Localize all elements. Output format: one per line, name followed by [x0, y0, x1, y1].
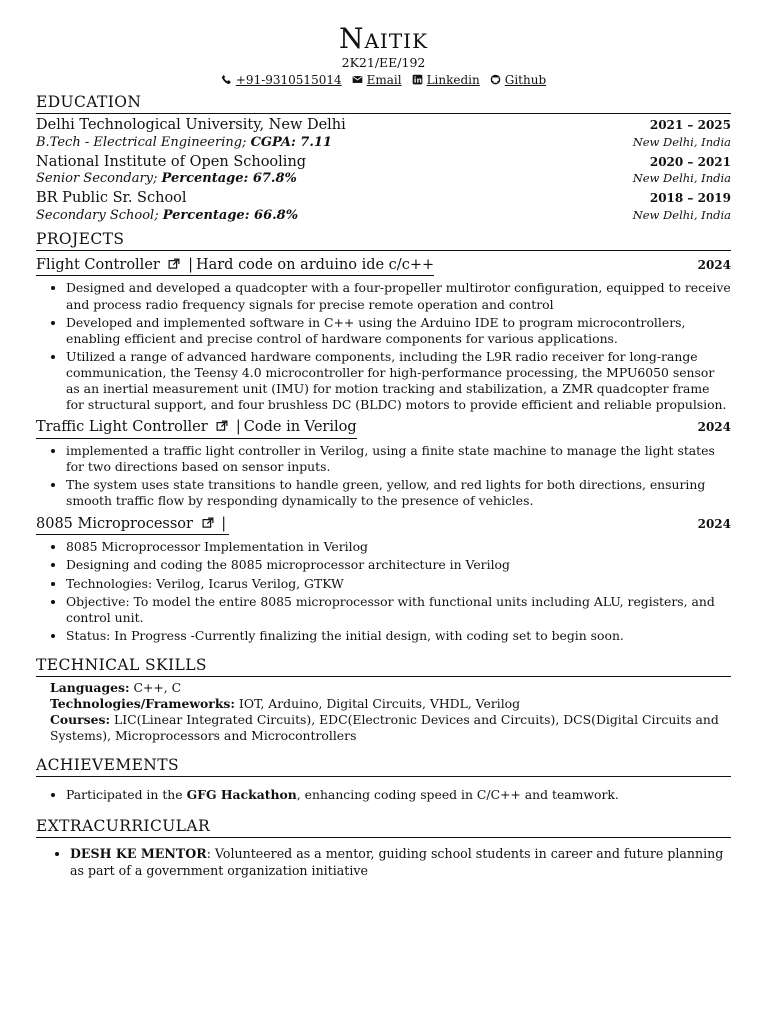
education-location: New Delhi, India — [632, 134, 731, 149]
list-item: • Utilized a range of advanced hardware components, including the L9R radio receiver for long-range communication, the Teensy 4.0 microcontroller for high-performance processing, the MPU6050 sensor as an inertial measurement unit (IMU) for motion tracking and stabilization, a ZMR quadcopter frame for structural support, and four brushless DC (BLDC) motors to provide efficient and reliable propulsion. — [66, 349, 731, 414]
list-item: • 8085 Microprocessor Implementation in Verilog — [66, 539, 731, 555]
score: Percentage: 66.8% — [162, 207, 299, 223]
list-item: • Designed and developed a quadcopter with a four-propeller multirotor configuration, equipped to receive and process radio frequency signals for precise remote operation and control — [66, 280, 731, 312]
skills-frameworks-label: Technologies/Frameworks: — [50, 696, 235, 712]
education-entry — [36, 117, 731, 151]
skills-courses-value: LIC(Linear Integrated Circuits), EDC(Electronic Devices and Circuits), DCS(Digital Circuits and Systems), Microprocessors and Microcontrollers — [50, 712, 719, 744]
project-entry — [36, 419, 731, 509]
linkedin-link[interactable]: Linkedin — [426, 72, 480, 87]
roll-number: 2K21/EE/192 — [341, 55, 426, 71]
project-title — [36, 257, 434, 277]
project-bullets — [36, 280, 731, 413]
phone-link[interactable]: +91-9310515014 — [235, 72, 342, 87]
envelope-icon — [352, 74, 363, 85]
education-location: New Delhi, India — [632, 207, 731, 222]
degree-name: B.Tech - Electrical Engineering; — [36, 134, 247, 150]
skills-languages-label: Languages: — [50, 679, 130, 695]
github-icon — [490, 74, 501, 85]
skills-languages — [50, 680, 731, 696]
degree — [36, 135, 332, 151]
education-years: 2018 – 2019 — [649, 191, 731, 206]
list-item: • Developed and implemented software in C++ using the Arduino IDE to program microcontrollers, enabling efficient and precise control of hardware components for various applications. — [66, 315, 731, 347]
project-year: 2024 — [697, 516, 731, 531]
skills-block — [36, 680, 731, 745]
skills-frameworks-value: IOT, Arduino, Digital Circuits, VHDL, Verilog — [238, 696, 521, 712]
list-item: • Designing and coding the 8085 microprocessor architecture in Verilog — [66, 557, 731, 573]
project-bullets — [36, 539, 731, 644]
email-link[interactable]: Email — [366, 72, 402, 87]
project-name: Flight Controller — [36, 256, 160, 273]
github-link[interactable]: Github — [504, 72, 547, 87]
phone-icon — [221, 74, 232, 85]
institution-name: National Institute of Open Schooling — [36, 153, 307, 170]
candidate-name: Naitik — [338, 22, 429, 55]
external-link-icon[interactable] — [202, 517, 214, 529]
contact-github[interactable] — [490, 73, 546, 88]
contact-email[interactable] — [352, 73, 402, 88]
degree-name: Senior Secondary; — [36, 171, 158, 187]
list-item: • Technologies: Verilog, Icarus Verilog, GTKW — [66, 576, 731, 592]
title-separator: | — [188, 256, 193, 273]
extracurricular-heading: EXTRACURRICULAR — [36, 817, 731, 838]
project-name: Traffic Light Controller — [36, 419, 208, 436]
achievement-pre: Participated in the — [66, 787, 183, 803]
list-item: • Status: In Progress -Currently finalizing the initial design, with coding set to begin soon. — [66, 628, 731, 644]
projects-heading: PROJECTS — [36, 230, 731, 251]
achievements-heading: ACHIEVEMENTS — [36, 756, 731, 777]
education-years: 2020 – 2021 — [649, 154, 731, 169]
external-link-icon[interactable] — [168, 258, 180, 270]
contact-linkedin[interactable] — [412, 73, 480, 88]
list-item: • The system uses state transitions to handle green, yellow, and red lights for both directions, ensuring smooth traffic flow by responding dynamically to the presence of vehicles. — [66, 477, 731, 509]
degree — [36, 208, 298, 224]
project-tech: Code in Verilog — [243, 419, 357, 436]
skills-frameworks — [50, 696, 731, 712]
score: Percentage: 67.8% — [161, 171, 297, 187]
project-entry — [36, 257, 731, 414]
contact-bar — [36, 73, 731, 88]
project-title — [36, 419, 357, 439]
project-name: 8085 Microprocessor — [36, 515, 193, 532]
title-separator: | — [221, 515, 227, 532]
extracurricular-highlight: DESH KE MENTOR — [70, 846, 207, 862]
achievements-list — [36, 787, 731, 803]
list-item — [66, 787, 731, 803]
degree-name: Secondary School; — [36, 207, 159, 223]
list-item — [70, 846, 731, 879]
external-link-icon[interactable] — [216, 420, 228, 432]
education-heading: EDUCATION — [36, 93, 731, 114]
achievement-post: , enhancing coding speed in C/C++ and teamwork. — [296, 787, 619, 803]
institution-name: BR Public Sr. School — [36, 190, 187, 207]
institution-name: Delhi Technological University, New Delhi — [36, 117, 346, 134]
project-entry — [36, 516, 731, 644]
project-title — [36, 516, 229, 536]
title-separator: | — [235, 419, 241, 436]
achievement-highlight: GFG Hackathon — [186, 787, 297, 803]
project-bullets — [36, 443, 731, 510]
resume-page — [36, 24, 731, 879]
extracurricular-text: : Volunteered as a mentor, guiding school students in career and future planning as part of a government organization initiative — [70, 846, 724, 878]
education-entry — [36, 190, 731, 224]
degree — [36, 171, 297, 187]
project-year: 2024 — [697, 420, 731, 435]
project-tech: Hard code on arduino ide c/c++ — [195, 256, 435, 273]
extracurricular-list — [36, 846, 731, 879]
skills-courses — [50, 712, 731, 744]
resume-header — [36, 24, 731, 87]
list-item: • Objective: To model the entire 8085 microprocessor with functional units including ALU, registers, and control unit. — [66, 594, 731, 626]
project-year: 2024 — [697, 257, 731, 272]
education-location: New Delhi, India — [632, 171, 731, 186]
contact-phone[interactable] — [221, 73, 342, 88]
list-item: • implemented a traffic light controller in Verilog, using a finite state machine to manage the light states for two directions based on sensor inputs. — [66, 443, 731, 475]
skills-heading: TECHNICAL SKILLS — [36, 656, 731, 677]
linkedin-icon — [412, 74, 423, 85]
score: CGPA: 7.11 — [250, 134, 332, 150]
education-years: 2021 – 2025 — [649, 118, 731, 133]
skills-languages-value: C++, C — [133, 679, 182, 695]
skills-courses-label: Courses: — [50, 712, 111, 728]
education-entry — [36, 154, 731, 188]
